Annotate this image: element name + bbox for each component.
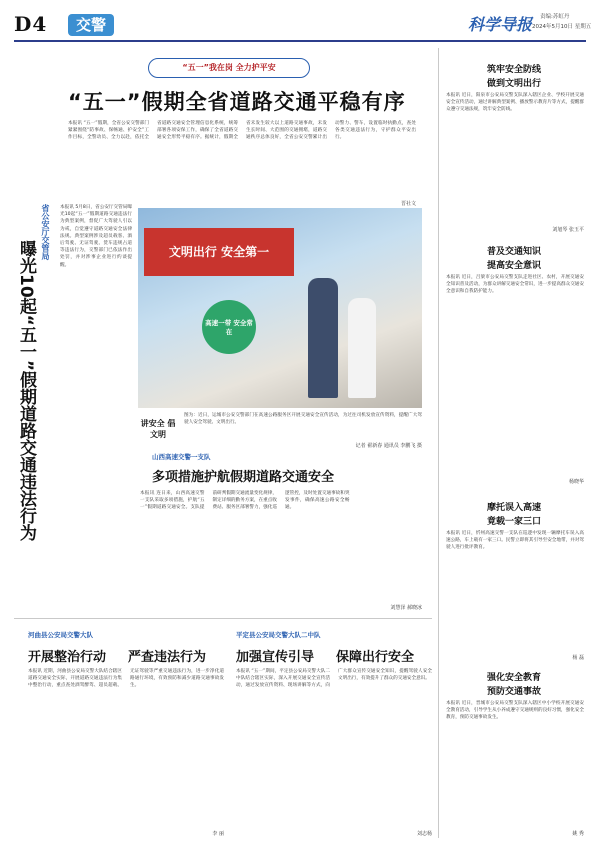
issue-date: 2024年5月10日 星期五	[532, 24, 592, 30]
bottom-mid-body: 本报讯 “五一”期间，平定县公安局交警大队二中队结合辖区实际，深入开展交通安全宣传活动，通过发放宣传资料、现场讲解等方式，向广大群众宣传交通安全知识，提醒驾驶人安全文明出行，有效提升了群众的交通安全意识。	[236, 669, 432, 689]
page-number: D4	[14, 12, 48, 36]
bottom-mid-title-a: 加强宣传引导	[236, 650, 315, 665]
photo-badge: 高速一带 安全常在	[202, 300, 256, 354]
vertical-title: 曝光10起“五一”假期道路交通违法行为	[16, 240, 36, 542]
lead-body: 本报讯 “五一”假期，全省公安交警部门紧紧围绕“防事故、保畅通、护安全”工作目标，全警动员、全力以赴，依托全省道路交通安全管理信息化系统，统筹部署各项安保工作，确保了全省道路交通安全形势平稳有序。据统计，假期全省未发生较大以上道路交通事故，未发生长时间、大范围的交通拥堵，道路交通秩序总体良好，全省公安交警累计出动警力、警车，设置临时执勤点，查处各类交通违法行为，守护群众平安出行。	[68, 121, 416, 141]
highway-byline: 刘慧泽 郝晓冰	[390, 605, 422, 611]
lead-byline: 晋社文	[400, 201, 416, 207]
right4-body: 本报讯 近日，晋城市公安局交警支队深入辖区中小学校开展交通安全教育活动，引导学生从小养成遵守交通规则的良好习惯，强化安全教育，预防交通事故发生。	[446, 701, 584, 721]
photo-credit: 记者 翟新春 通讯员 李鹏飞 摄	[355, 443, 422, 449]
bottom-left-body: 本报讯 近期，河曲县公安局交警大队结合辖区道路交通安全实际，开展道路交通违法行为集中整治行动，重点查处酒驾醉驾、超员超载、无证驾驶等严重交通违法行为，进一步净化道路通行环境，有效预防和减少道路交通事故发生。	[28, 669, 224, 689]
photo-caption: 图为：近日，运城市公安交警部门在高速公路服务区开展交通安全宣传活动，为过往司机发放宣传资料，提醒广大驾驶人安全驾驶、文明出行。	[184, 413, 422, 426]
right4-title-b: 预防交通事故	[486, 687, 541, 697]
right2-title-a: 普及交通知识	[486, 247, 541, 257]
right1-title-b: 做到文明出行	[486, 79, 541, 89]
right2-title-b: 提高安全意识	[486, 261, 541, 271]
right3-body: 本报讯 近日，忻州高速交警一支队在巡逻中发现一辆摩托车误入高速公路，车上载有一家三口。民警立即将其引导至安全地带，并对驾驶人进行批评教育。	[446, 531, 584, 551]
vertical-kicker: 省公安厅交管局	[41, 204, 50, 260]
vertical-body: 本报讯 5月8日，省公安厅交管局曝光10起“五一”假期道路交通违法行为典型案例，督促广大驾驶人引以为戒，自觉遵守道路交通安全法律法规。典型案例涉及超员载客、酒后驾驶、无证驾驶、货车违规占道等违法行为，交警部门已依法作出处罚，并对涉事企业进行约谈提醒。	[60, 205, 132, 268]
divider	[14, 618, 432, 619]
right1-title-a: 筑牢安全防线	[486, 65, 541, 75]
section-badge: 交警	[68, 14, 114, 36]
bottom-left-kicker: 河曲县公安局交警大队	[28, 631, 93, 639]
right3-byline: 杨 磊	[572, 655, 584, 661]
header-rule	[14, 40, 586, 42]
lead-slogan: “五一”我在岗 全力护平安	[148, 58, 310, 78]
bottom-left-title-a: 开展整治行动	[28, 650, 107, 665]
right4-byline: 姚 秀	[572, 831, 584, 837]
bottom-left-title-b: 严查违法行为	[128, 650, 207, 665]
bottom-left-byline: 李 丽	[212, 831, 224, 837]
editor-credit: 责编:苏虹丹	[540, 14, 570, 20]
highway-kicker: 山西高速交警一支队	[152, 453, 211, 461]
highway-body: 本报讯 连日来，山西高速交警一支队采取多项措施，护航“五一”假期道路交通安全。支队提前研判假期交通流量变化规律，制定详细的勤务方案，在重点收费站、服务区部署警力，强化巡逻管控，及时处置交通事故和突发事件，确保高速公路安全畅通。	[140, 491, 350, 511]
right1-body: 本报讯 近日，阳泉市公安局交警支队深入辖区企业、学校开展交通安全宣传活动，通过讲解典型案例、播放警示教育片等方式，提醒群众遵守交通法规，筑牢安全防线。	[446, 93, 584, 113]
right2-body: 本报讯 近日，吕梁市公安局交警支队走进社区、农村，开展交通安全知识普及活动，为群众讲解交通安全常识，进一步提高群众交通安全意识和自我防护能力。	[446, 275, 584, 295]
news-photo	[138, 208, 422, 408]
bottom-mid-byline: 刘志杨	[416, 831, 432, 837]
photo-sign: 文明出行 安全第一	[144, 228, 294, 276]
column-divider	[438, 48, 439, 838]
right4-title-a: 强化安全教育	[486, 673, 541, 683]
officer-figure	[348, 298, 376, 398]
right2-byline: 杨晓华	[568, 479, 584, 485]
right1-byline: 刘旭琴 张玉平	[552, 227, 584, 233]
right3-title-a: 摩托误入高速	[486, 503, 541, 513]
bottom-mid-title-b: 保障出行安全	[336, 650, 415, 665]
photo-side-label: 讲安全 倡文明	[140, 419, 176, 439]
right3-title-b: 竟载一家三口	[486, 517, 541, 527]
lead-headline: “五一”假期全省道路交通平稳有序	[68, 90, 406, 114]
bottom-mid-kicker: 平定县公安局交警大队二中队	[236, 631, 321, 639]
masthead-logo: 科学导报	[468, 15, 533, 34]
highway-title: 多项措施护航假期道路交通安全	[152, 470, 335, 485]
officer-figure	[308, 278, 338, 398]
